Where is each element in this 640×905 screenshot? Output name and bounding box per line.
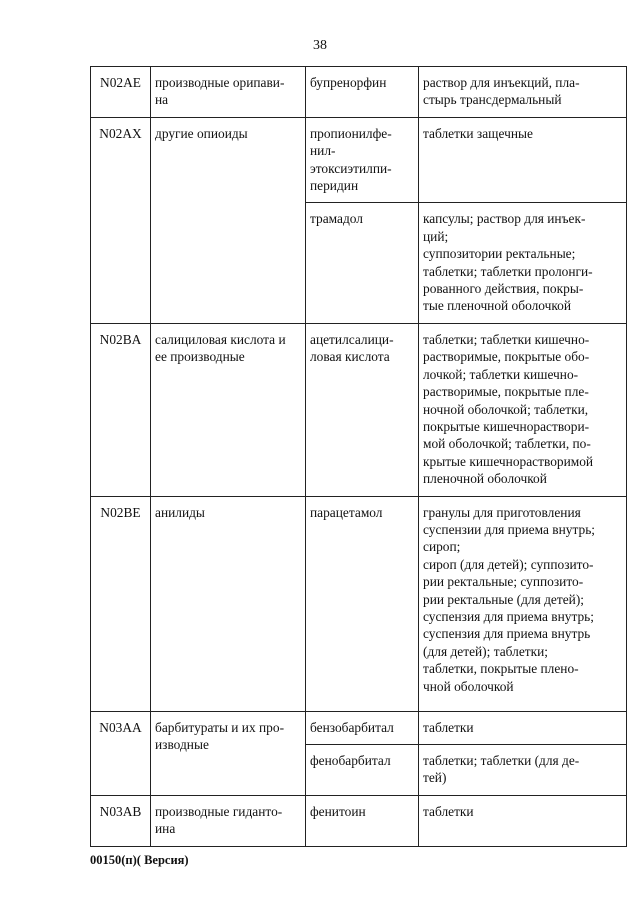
dosage-forms: гранулы для приготовления суспензии для приема внутрь; сироп; сироп (для детей); суппозито- рии ректальные; суппозито- рии ректальные (для детей); суспензия для приема внутрь; суспензия для приема внутрь (для детей); таблетки; таблетки, покрытые плено- чной оболочкой [419,496,627,711]
version-label: ( Версия) [136,853,189,867]
atc-code: N02AE [91,67,151,118]
dosage-forms: раствор для инъекций, пла- стырь трансдермальный [419,67,627,118]
substance-name: ацетилсалици- ловая кислота [306,323,419,496]
dosage-forms: таблетки защечные [419,117,627,203]
substance-name: фенитоин [306,795,419,846]
table-row [91,496,627,711]
atc-code: N03AA [91,711,151,795]
page-number: 38 [313,38,327,53]
dosage-forms: таблетки; таблетки (для де- тей) [419,744,627,795]
dosage-forms: капсулы; раствор для инъек- ций; суппозитории ректальные; таблетки; таблетки пролонги- рованного действия, покры- тые пленочной оболочкой [419,203,627,323]
document-footer [90,853,189,868]
group-name: производные орипави- на [151,67,306,118]
dosage-forms: таблетки [419,711,627,744]
dosage-forms: таблетки; таблетки кишечно- растворимые, покрытые обо- лочкой; таблетки кишечно- растворимые, покрытые пле- ночной оболочкой; таблетки, покрытые кишечнораствори- мой оболочкой; таблетки, по- крытые кишечнорастворимой пленочной оболочкой [419,323,627,496]
atc-code: N02BE [91,496,151,711]
table-row [91,795,627,846]
substance-name: бупренорфин [306,67,419,118]
atc-code: N02AX [91,117,151,323]
substance-name: парацетамол [306,496,419,711]
dosage-forms: таблетки [419,795,627,846]
table-row [91,117,627,203]
substance-name: трамадол [306,203,419,323]
atc-code: N02BA [91,323,151,496]
table-row [91,711,627,744]
table-row [91,323,627,496]
table-row [91,67,627,118]
substance-name: бензобарбитал [306,711,419,744]
group-name: барбитураты и их про- изводные [151,711,306,795]
substance-name: пропионилфе- нил- этоксиэтилпи- перидин [306,117,419,203]
group-name: производные гиданто- ина [151,795,306,846]
atc-code: N03AB [91,795,151,846]
drug-table [90,66,627,847]
substance-name: фенобарбитал [306,744,419,795]
document-id: 00150(п) [90,853,137,867]
group-name: анилиды [151,496,306,711]
group-name: другие опиоиды [151,117,306,323]
group-name: салициловая кислота и ее производные [151,323,306,496]
